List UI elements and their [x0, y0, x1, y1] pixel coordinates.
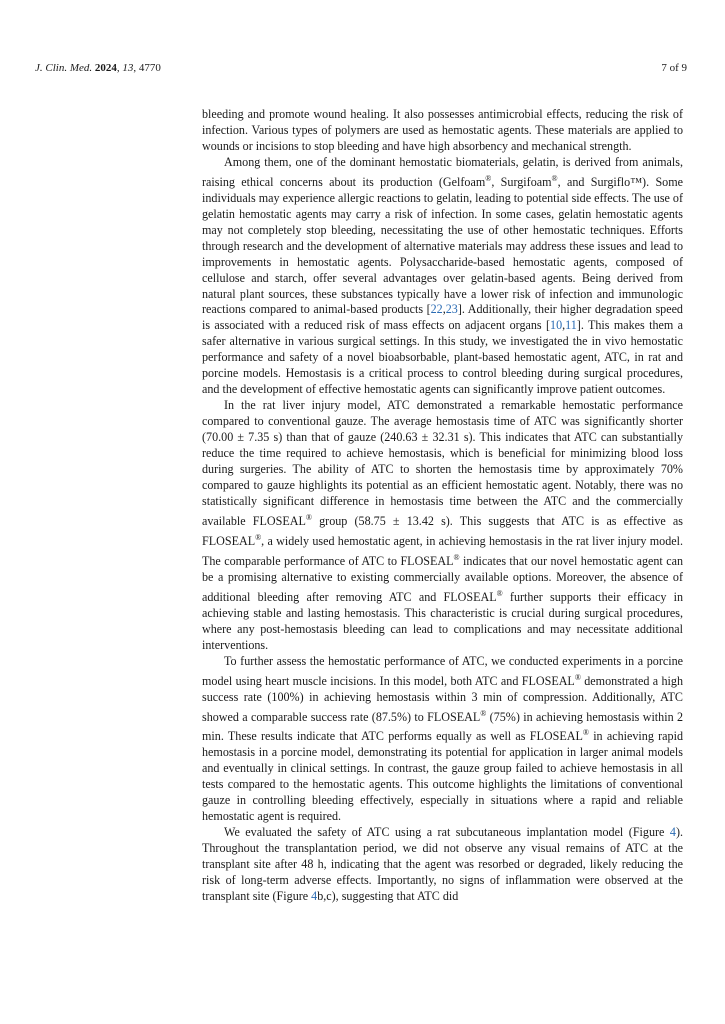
- paragraph-text: In the rat liver injury model, ATC demonstrated a remarkable hemostatic performance compared to conventional gauze. The average hemostasis time of ATC was significantly shorter (70.00 ± 7.35 s) than that of gauze (240.63 ± 32.31 s). This indicates that ATC can substantially reduce the time required to achieve hemostasis, which is beneficial for minimizing blood loss during surgeries. The ability of ATC to shorten the hemostasis time by approximately 70% compared to gauze highlights its potential as an efficient hemostatic agent. Notably, there was no statistically significant difference in hemostasis time between the ATC and the commercially available FLOSEAL: [202, 398, 683, 528]
- registered-mark: ®: [582, 728, 589, 738]
- paragraph-text: Among them, one of the dominant hemostatic biomaterials, gelatin, is derived from animals, raising ethical concerns about its production (Gelfoam: [202, 154, 683, 189]
- registered-mark: ®: [255, 532, 262, 542]
- citation-link[interactable]: 23: [445, 302, 458, 317]
- registered-mark: ®: [480, 708, 487, 718]
- registered-mark: ®: [574, 672, 581, 682]
- paragraph-text: group (58.75 ± 13.42 s). This suggests that ATC is as effective as FLOSEAL: [202, 513, 683, 548]
- citation-link[interactable]: 4: [311, 889, 318, 904]
- paragraph-text: b,c), suggesting that ATC did: [317, 889, 459, 904]
- registered-mark: ®: [496, 588, 503, 598]
- paragraph-text: , Surgifoam: [491, 174, 552, 189]
- paragraph-text: ]. Additionally, their higher degradation speed is associated with a reduced risk of mass effects on adjacent organs [: [202, 302, 683, 333]
- journal-name: J. Clin. Med.: [35, 62, 93, 74]
- registered-mark: ®: [453, 552, 460, 562]
- journal-citation: J. Clin. Med. 2024, 13, 4770: [35, 62, 161, 74]
- paragraph-text: in achieving rapid hemostasis in a porcine model, demonstrating its potential for application in larger animal models and eventually in clinical settings. In contrast, the gauze group failed to achieve hemostasis in all tests compared to the hemostatic agents. This outcome highlights the limitations of conventional gauze in controlling bleeding effectively, especially in situations where a rapid and reliable hemostatic agent is required.: [202, 729, 683, 824]
- journal-volume: 13: [122, 62, 134, 74]
- page-number: 7 of 9: [661, 62, 687, 74]
- citation-link[interactable]: 22: [430, 302, 443, 317]
- paragraph-text: demonstrated a high success rate (100%) in achieving hemostasis within 3 min of compression. Additionally, ATC showed a comparable success rate (87.5%) to FLOSEAL: [202, 673, 683, 724]
- article-number: 4770: [138, 62, 161, 74]
- paragraph-text: , and Surgiflo™). Some individuals may experience allergic reactions to gelatin, leading to potential side effects. The use of gelatin hemostatic agents may carry a risk of infection. In some cases, gelatin hemostatic agents may not completely stop bleeding, necessitating the use of other hemostatic techniques. Efforts through research and the development of alternative materials may address these issues and lead to improvements in hemostatic agents. Polysaccharide-based hemostatic agents, composed of cellulose and starch, offer several advantages over gelatin-based agents. Being derived from natural plant sources, these substances typically have a lower risk of infection and immunologic reactions compared to animal-based products [: [202, 174, 684, 317]
- journal-year: 2024: [94, 62, 117, 74]
- paragraph-text: indicates that our novel hemostatic agent can be a promising alternative to existing commercially available options. Moreover, the absence of additional bleeding after removing ATC and FLOSEAL: [202, 553, 683, 604]
- body-paragraph: [202, 155, 683, 398]
- paragraph-text: bleeding and promote wound healing. It also possesses antimicrobial effects, reducing the risk of infection. Various types of polymers are used as hemostatic agents. These materials are applied to wounds or incisions to stop bleeding and have high absorbency and mechanical strength.: [202, 107, 683, 153]
- paragraph-text: To further assess the hemostatic performance of ATC, we conducted experiments in a porcine model using heart muscle incisions. In this model, both ATC and FLOSEAL: [202, 653, 683, 688]
- paragraph-text: ]. This makes them a safer alternative in various surgical settings. In this study, we investigated the in vivo hemostatic performance and safety of a novel bioabsorbable, plant-based hemostatic agent, ATC, in rat and porcine models. Hemostasis is a critical process to control bleeding during surgical procedures, and the development of effective hemostatic agents can significantly improve patient outcomes.: [202, 318, 683, 397]
- citation-link[interactable]: 11: [565, 318, 577, 333]
- body-paragraph: [202, 398, 683, 653]
- paragraph-text: ,: [442, 302, 446, 317]
- paragraph-text: , a widely used hemostatic agent, in achieving hemostasis in the rat liver injury model. The comparable performance of ATC to FLOSEAL: [202, 533, 683, 568]
- citation-link[interactable]: 10: [550, 318, 563, 333]
- paragraph-text: ,: [562, 318, 566, 333]
- registered-mark: ®: [485, 173, 492, 183]
- body-paragraph: [202, 825, 683, 905]
- paragraph-text: ). Throughout the transplantation period, we did not observe any visual remains of ATC at the transplant site after 48 h, indicating that the agent was resorbed or degraded, likely reducing the risk of long-term adverse effects. Importantly, no signs of inflammation were observed at the transplant site (Figure: [202, 825, 683, 904]
- registered-mark: ®: [551, 173, 558, 183]
- body-paragraph: [202, 654, 683, 826]
- paragraph-text: (75%) in achieving hemostasis within 2 min. These results indicate that ATC performs equally as well as FLOSEAL: [202, 709, 684, 744]
- paragraph-text: further supports their efficacy in achieving stable and lasting hemostasis. This characteristic is crucial during surgical procedures, where any post-hemostasis bleeding can lead to complications and may necessitate additional interventions.: [202, 589, 684, 652]
- body-paragraph: [202, 107, 683, 155]
- citation-link[interactable]: 4: [669, 825, 676, 840]
- article-body: [202, 107, 683, 905]
- registered-mark: ®: [305, 512, 312, 522]
- paragraph-text: We evaluated the safety of ATC using a rat subcutaneous implantation model (Figure: [224, 825, 670, 840]
